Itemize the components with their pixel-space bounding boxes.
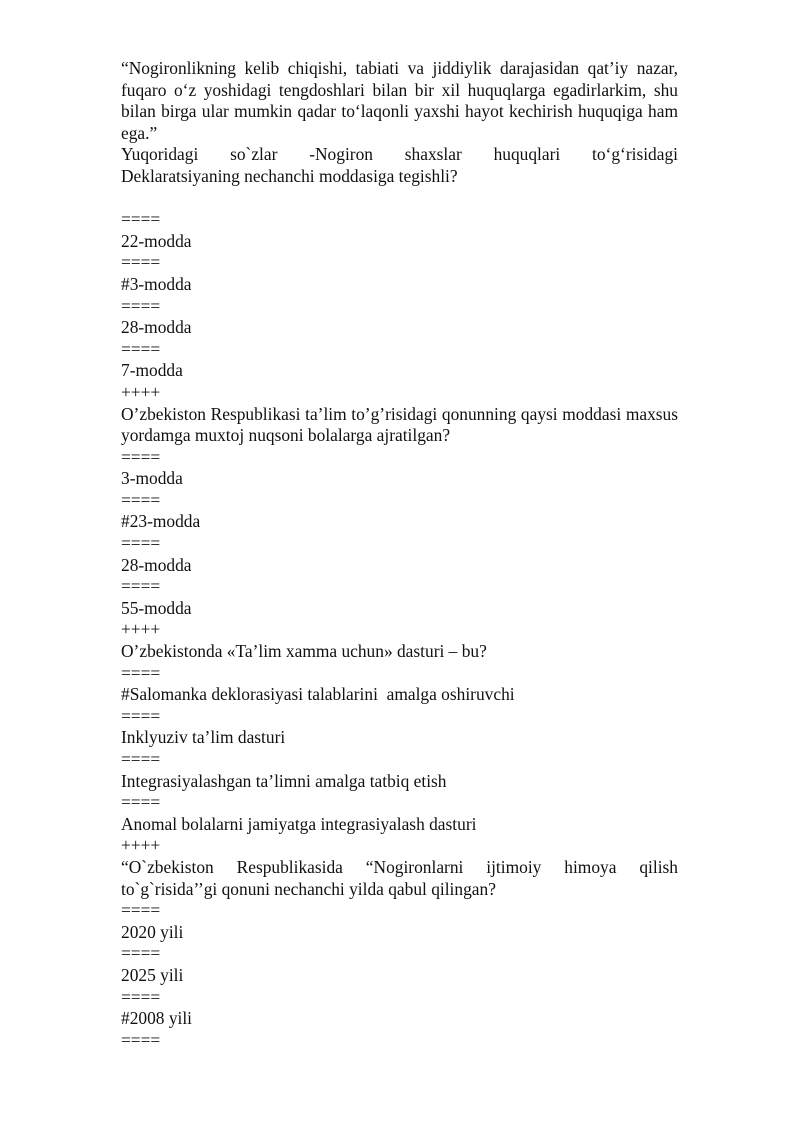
option-separator: ==== (121, 489, 161, 510)
option-separator: ==== (121, 943, 161, 964)
question-2-option-2: #23-modda (121, 511, 201, 532)
option-separator: ==== (121, 900, 161, 921)
option-separator: ==== (121, 446, 161, 467)
question-4-stem: “O`zbekiston Respublikasida “Nogironlarni ijtimoiy himoya qilish to`g`risida’’gi qonuni nechanchi yilda qabul qilingan? (121, 856, 678, 899)
question-1-option-1: 22-modda (121, 230, 192, 251)
question-3-option-4: Anomal bolalarni jamiyatga integrasiyalash dasturi (121, 813, 477, 834)
question-2-option-4: 55-modda (121, 597, 192, 618)
option-separator: ==== (121, 1029, 161, 1050)
question-3-stem: O’zbekistonda «Ta’lim xamma uchun» dasturi – bu? (121, 641, 487, 662)
question-1-prompt-line-1: Yuqoridagi so`zlar -Nogiron shaxslar huquqlari to‘g‘risidagi (121, 144, 678, 165)
option-separator: ==== (121, 749, 161, 769)
question-1-option-3: 28-modda (121, 317, 192, 338)
option-separator: ==== (121, 576, 161, 597)
option-separator: ==== (121, 705, 161, 726)
question-separator: ++++ (121, 381, 161, 402)
question-4-option-3: #2008 yili (121, 1008, 193, 1029)
document-page (121, 58, 678, 1051)
option-separator: ==== (121, 338, 161, 359)
option-separator: ==== (121, 533, 161, 554)
question-separator: ++++ (121, 835, 161, 856)
option-separator: ==== (121, 252, 161, 273)
question-1-option-2: #3-modda (121, 273, 192, 294)
question-3-option-2: Inklyuziv ta’lim dasturi (121, 727, 286, 748)
question-3-option-1: #Salomanka deklorasiyasi talablarini amalga oshiruvchi (121, 684, 515, 705)
question-1-stem: “Nogironlikning kelib chiqishi, tabiati va jiddiylik darajasidan qat’iy nazar, fuqaro o‘z yoshidagi tengdoshlari bilan bir xil huquqlarga egadirlarkim, shu bilan birga ular mumkin qadar to‘laqonli yaxshi hayot kechirish huquqiga ham ega.” (121, 58, 678, 143)
blank-line (121, 188, 678, 210)
option-separator: ==== (121, 792, 161, 813)
question-4-option-2: 2025 yili (121, 964, 184, 985)
question-1-prompt-line-2: Deklaratsiyaning nechanchi moddasiga tegishli? (121, 165, 458, 186)
question-1-option-4: 7-modda (121, 360, 183, 381)
option-separator: ==== (121, 209, 161, 230)
option-separator: ==== (121, 986, 161, 1007)
question-2-option-3: 28-modda (121, 554, 192, 575)
question-3-option-3: Integrasiyalashgan ta’limni amalga tatbiq etish (121, 770, 447, 791)
question-4-option-1: 2020 yili (121, 921, 184, 942)
option-separator: ==== (121, 662, 161, 683)
option-separator: ==== (121, 295, 161, 316)
question-2-stem: O’zbekiston Respublikasi ta’lim to’g’risidagi qonunning qaysi moddasi maxsus yordamga muxtoj nuqsoni bolalarga ajratilgan? (121, 403, 678, 446)
question-separator: ++++ (121, 619, 161, 640)
question-2-option-1: 3-modda (121, 468, 183, 489)
